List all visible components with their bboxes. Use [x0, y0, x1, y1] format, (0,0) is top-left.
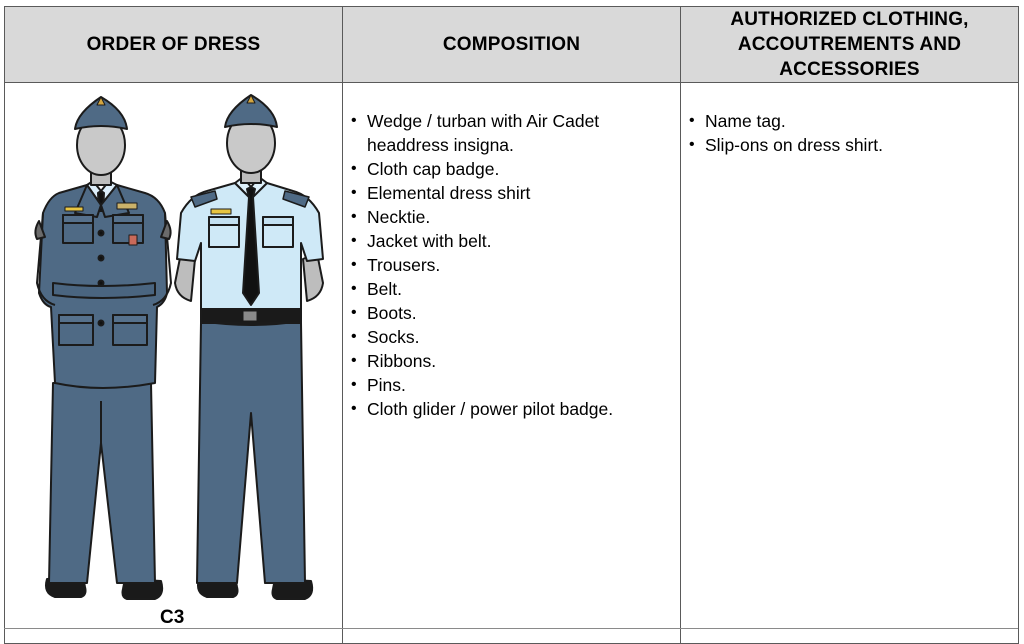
table-row [5, 83, 1019, 644]
list-item: • Wedge / turban with Air Cadet headdress insigna. [351, 109, 680, 157]
list-item: • Cloth cap badge. [351, 157, 680, 181]
header-row [5, 7, 1019, 83]
list-item: • Elemental dress shirt [351, 181, 680, 205]
dress-code-label: C3 [160, 607, 185, 628]
header-composition: COMPOSITION [343, 7, 681, 83]
list-item: • Slip-ons on dress shirt. [689, 133, 1018, 157]
list-item: • Ribbons. [351, 349, 680, 373]
divider [4, 628, 1018, 629]
list-item: • Boots. [351, 301, 680, 325]
uniformed-figure-shirt [175, 95, 323, 599]
uniform-illustration [5, 83, 343, 643]
list-item: • Necktie. [351, 205, 680, 229]
authorized-list [681, 83, 1018, 157]
authorized-cell [681, 83, 1019, 644]
uniformed-figure-jacket [35, 97, 171, 599]
list-item: • Pins. [351, 373, 680, 397]
composition-cell [343, 83, 681, 644]
header-authorized: AUTHORIZED CLOTHING, ACCOUTREMENTS AND ACCESSORIES [681, 7, 1019, 83]
list-item: • Name tag. [689, 109, 1018, 133]
list-item: • Socks. [351, 325, 680, 349]
list-item: • Trousers. [351, 253, 680, 277]
order-of-dress-table [4, 6, 1019, 644]
list-item: • Cloth glider / power pilot badge. [351, 397, 680, 421]
list-item: • Jacket with belt. [351, 229, 680, 253]
list-item: • Belt. [351, 277, 680, 301]
header-order-of-dress: ORDER OF DRESS [5, 7, 343, 83]
order-of-dress-cell [5, 83, 343, 644]
composition-list [343, 83, 680, 421]
